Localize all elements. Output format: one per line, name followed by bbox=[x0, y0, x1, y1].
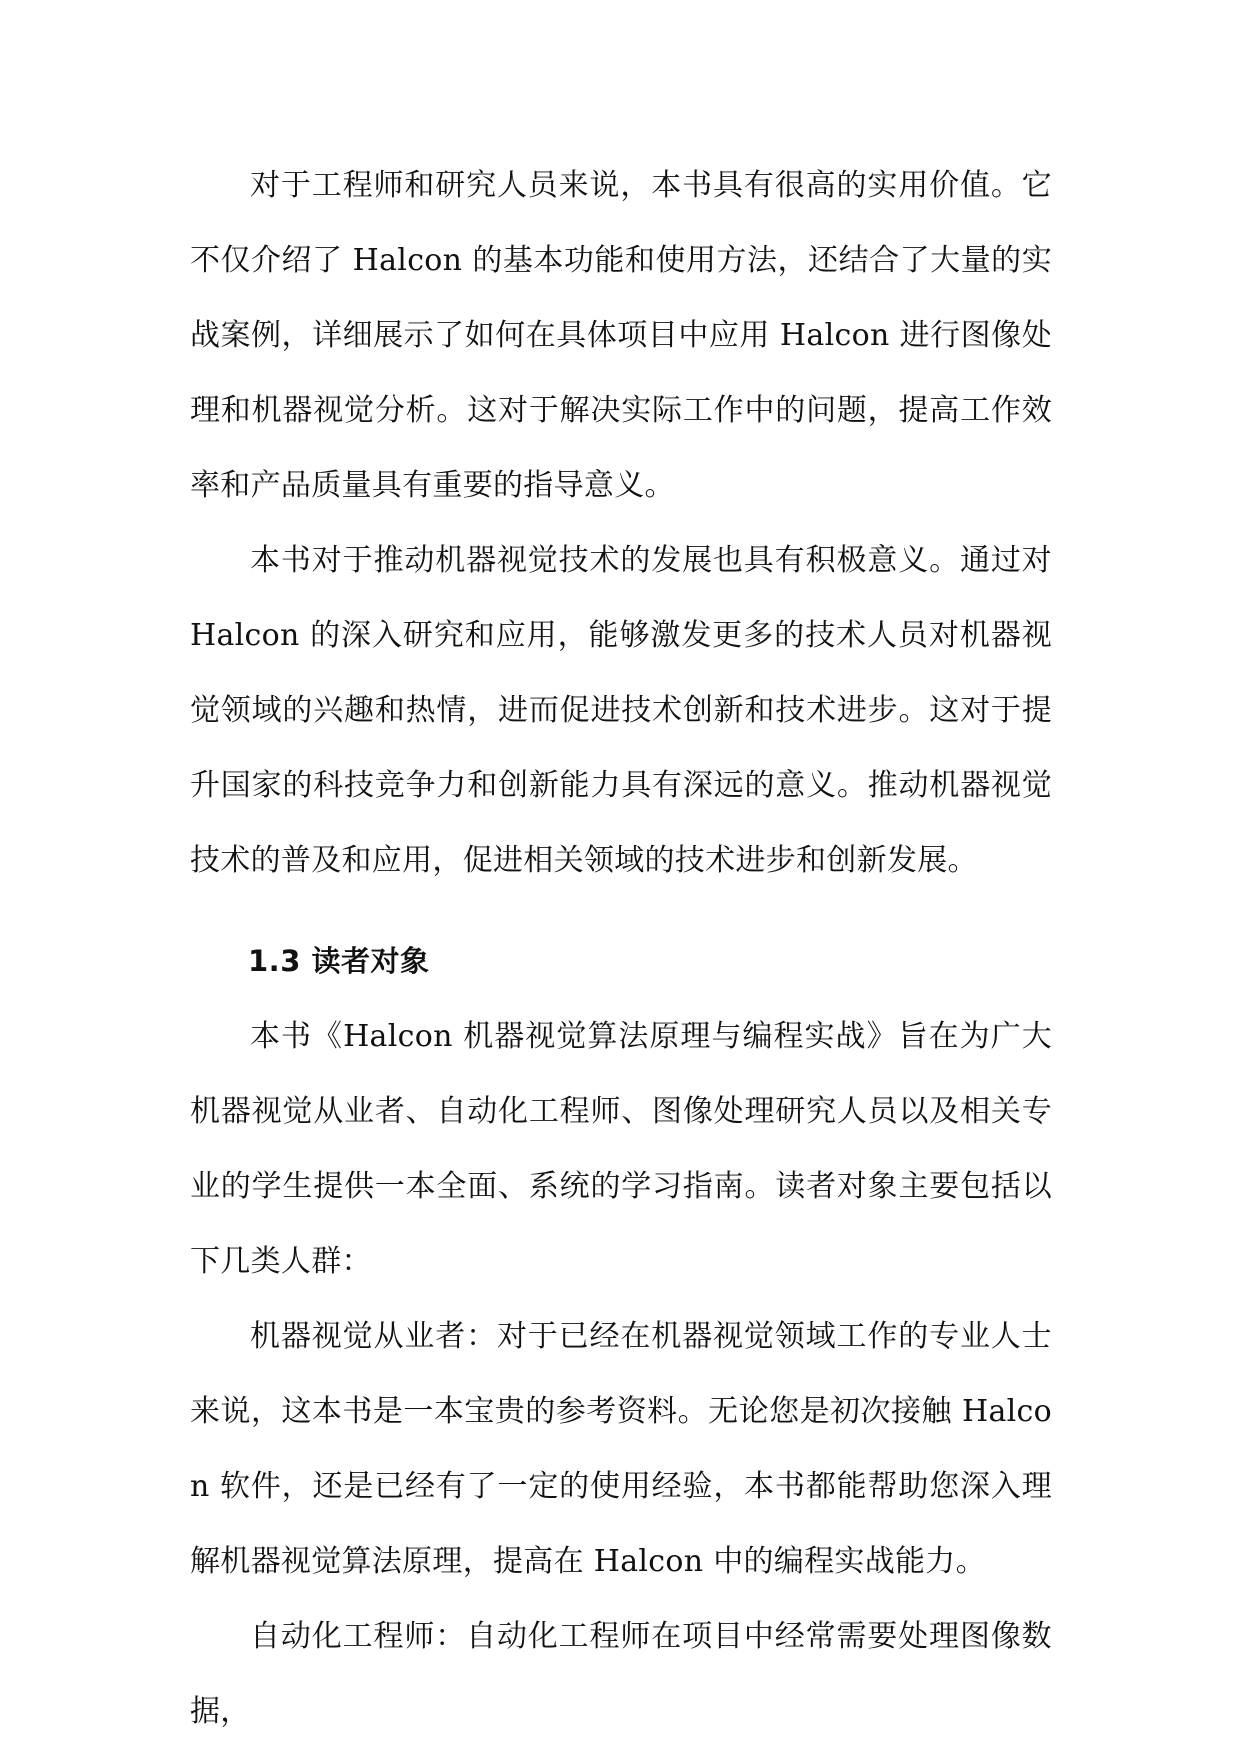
paragraph-practical-value: 对于工程师和研究人员来说，本书具有很高的实用价值。它不仅介绍了 Halcon 的基本功能和使用方法，还结合了大量的实战案例，详细展示了如何在具体项目中应用 Halcon 进行图像处理和机器视觉分析。这对于解决实际工作中的问题，提高工作效率和产品质量具有重要的指导意义。 bbox=[190, 168, 1052, 503]
page-content bbox=[190, 148, 1052, 1749]
section-heading-readers: 1.3 读者对象 bbox=[248, 944, 430, 978]
paragraph-technology-development: 本书对于推动机器视觉技术的发展也具有积极意义。通过对 Halcon 的深入研究和应用，能够激发更多的技术人员对机器视觉领域的兴趣和热情，进而促进技术创新和技术进步。这对于提升国家的科技竞争力和创新能力具有深远的意义。推动机器视觉技术的普及和应用，促进相关领域的技术进步和创新发展。 bbox=[190, 543, 1052, 878]
paragraph-readers-intro: 本书《Halcon 机器视觉算法原理与编程实战》旨在为广大机器视觉从业者、自动化工程师、图像处理研究人员以及相关专业的学生提供一本全面、系统的学习指南。读者对象主要包括以下几类人群： bbox=[190, 1019, 1052, 1279]
paragraph-vision-practitioners: 机器视觉从业者：对于已经在机器视觉领域工作的专业人士来说，这本书是一本宝贵的参考资料。无论您是初次接触 Halcon 软件，还是已经有了一定的使用经验，本书都能帮助您深入理解机器视觉算法原理，提高在 Halcon 中的编程实战能力。 bbox=[190, 1319, 1052, 1579]
paragraph-automation-engineers: 自动化工程师：自动化工程师在项目中经常需要处理图像数据， bbox=[190, 1619, 1052, 1729]
